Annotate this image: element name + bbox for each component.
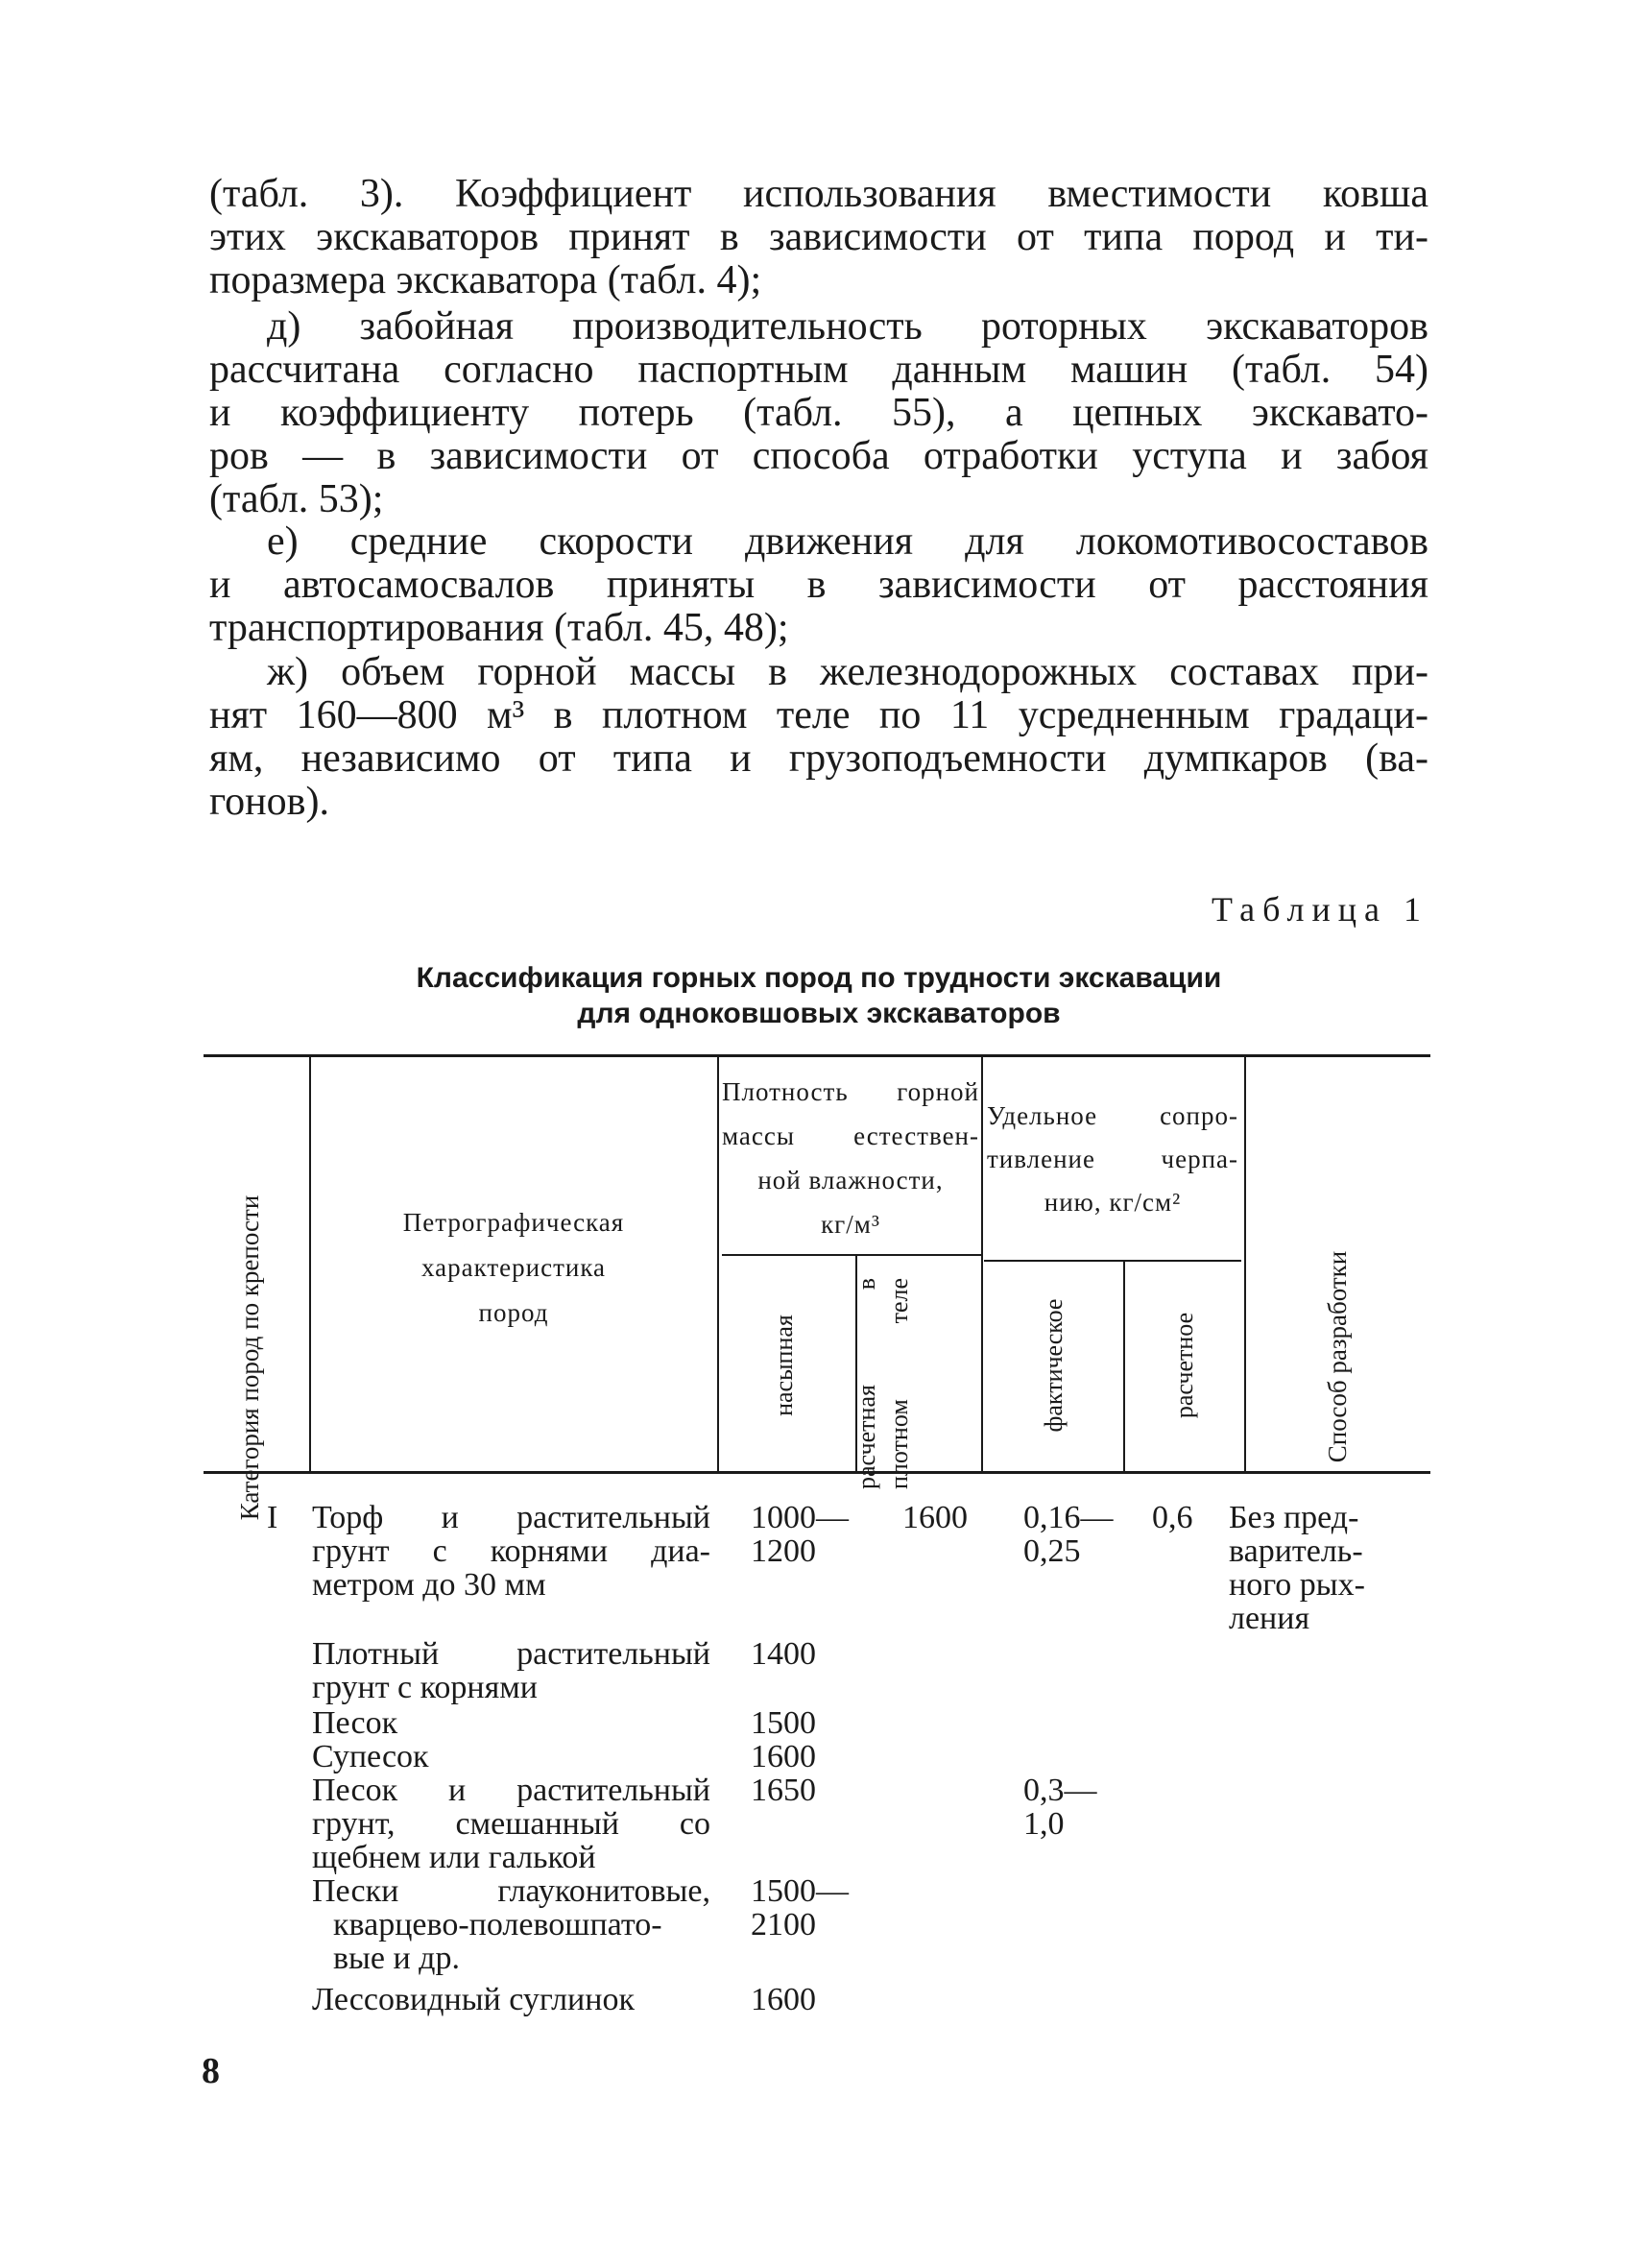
table-row-1-bulk bbox=[751, 1501, 849, 1568]
paragraph-2 bbox=[209, 305, 1428, 521]
text-line: д) забойная производительность роторных экскаваторов bbox=[267, 304, 1428, 349]
page-number: 8 bbox=[202, 2051, 220, 2091]
method-line: варитель- bbox=[1229, 1533, 1363, 1569]
header-res-actual bbox=[1040, 1260, 1068, 1471]
table-row-7-desc bbox=[312, 1983, 710, 2016]
table-row-4-bulk: 1600 bbox=[751, 1739, 816, 1774]
header-density-calc-text: расчетная в плотном теле bbox=[852, 1278, 913, 1489]
desc-line: кварцево-полевошпато- bbox=[333, 1907, 662, 1942]
text-line: ров — в зависимости от способа отработки уступа и забоя bbox=[209, 434, 1428, 478]
paragraph-4 bbox=[209, 651, 1428, 824]
header-resistance-line: нию, кг/см² bbox=[1044, 1188, 1182, 1217]
header-density-line: ной влажности, bbox=[757, 1166, 944, 1194]
table-row-6-bulk bbox=[751, 1874, 849, 1942]
density-sub-rule bbox=[722, 1254, 981, 1256]
desc-line: щебнем или галькой bbox=[312, 1840, 596, 1875]
method-line: ления bbox=[1229, 1601, 1310, 1636]
desc-line: Супесок bbox=[312, 1739, 429, 1774]
actual-line: 1,0 bbox=[1023, 1806, 1065, 1842]
table-row-4-desc bbox=[312, 1740, 710, 1773]
table-title-line-1: Классификация горных пород по трудности экскавации bbox=[416, 962, 1222, 994]
text-line: (табл. 53); bbox=[209, 477, 384, 521]
table-row-1-desc bbox=[312, 1501, 710, 1602]
header-res-actual-text: фактическое bbox=[1040, 1298, 1068, 1433]
header-density-line: кг/м³ bbox=[821, 1210, 880, 1239]
table-row-1-calc: 1600 bbox=[902, 1500, 968, 1535]
table-row-2-desc bbox=[312, 1637, 710, 1704]
col-divider-5 bbox=[1123, 1262, 1125, 1471]
desc-line: грунт с корнями диа- bbox=[312, 1533, 710, 1569]
table-row-6-desc bbox=[312, 1874, 710, 1975]
header-method-text: Способ разработки bbox=[1323, 1250, 1352, 1463]
actual-line: 0,16— bbox=[1023, 1500, 1114, 1535]
desc-line: грунт, смешанный со bbox=[312, 1806, 710, 1842]
desc-line: вые и др. bbox=[333, 1941, 460, 1976]
table-row-3-bulk: 1500 bbox=[751, 1705, 816, 1741]
bulk-line: 1200 bbox=[751, 1533, 816, 1569]
header-density-bulk-text: насыпная bbox=[770, 1315, 798, 1416]
table-row-1-actual bbox=[1023, 1501, 1114, 1568]
header-petro-line: характеристика bbox=[420, 1253, 607, 1282]
text-line: е) средние скорости движения для локомотивосоставов bbox=[267, 519, 1428, 564]
table-row-5-desc bbox=[312, 1773, 710, 1874]
method-line: Без пред- bbox=[1229, 1500, 1359, 1535]
header-res-calc-text: расчетное bbox=[1170, 1312, 1198, 1419]
text-line: транспортирования (табл. 45, 48); bbox=[209, 606, 789, 650]
table-row-2-bulk: 1400 bbox=[751, 1636, 816, 1672]
table-row-1-rcalc: 0,6 bbox=[1152, 1500, 1193, 1535]
table-row-5-bulk: 1650 bbox=[751, 1773, 816, 1808]
text-line: гонов). bbox=[209, 780, 329, 824]
text-line: рассчитана согласно паспортным данным машин (табл. 54) bbox=[209, 348, 1428, 392]
header-method bbox=[1323, 1213, 1352, 1501]
text-line: ям, независимо от типа и грузоподъемности думпкаров (ва- bbox=[209, 736, 1428, 781]
actual-line: 0,3— bbox=[1023, 1773, 1097, 1808]
header-petro-line: пород bbox=[478, 1298, 549, 1327]
table-title-line-2: для одноковшовых экскаваторов bbox=[577, 998, 1061, 1029]
text-line: и автосамосвалов приняты в зависимости от расстояния bbox=[209, 563, 1428, 607]
table-row-7-bulk: 1600 bbox=[751, 1982, 816, 2017]
desc-line: Лессовидный суглинок bbox=[312, 1982, 635, 2017]
text-line: нят 160—800 м³ в плотном теле по 11 усредненным градаци- bbox=[209, 693, 1428, 737]
table-top-rule bbox=[204, 1054, 1430, 1057]
bulk-line: 2100 bbox=[751, 1907, 816, 1942]
paragraph-3 bbox=[209, 520, 1428, 650]
category-value: I bbox=[267, 1500, 278, 1535]
desc-line: Плотный растительный bbox=[312, 1636, 710, 1672]
text-line: и коэффициенту потерь (табл. 55), а цепных экскавато- bbox=[209, 391, 1428, 435]
header-density-calc bbox=[851, 1278, 916, 1489]
header-petro bbox=[317, 1200, 710, 1336]
text-line: (табл. 3). Коэффициент использования вместимости ковша bbox=[209, 172, 1428, 216]
desc-line: грунт с корнями bbox=[312, 1670, 538, 1705]
method-line: ного рых- bbox=[1229, 1567, 1365, 1603]
header-density bbox=[722, 1070, 979, 1246]
header-resistance-line: тивление черпа- bbox=[987, 1145, 1238, 1173]
table-row-1-method bbox=[1229, 1501, 1365, 1635]
text-line: ж) объем горной массы в железнодорожных составах при- bbox=[267, 650, 1428, 694]
table-row-3-desc bbox=[312, 1706, 710, 1740]
table-label: Таблица 1 bbox=[1212, 890, 1428, 929]
desc-line: Торф и растительный bbox=[312, 1500, 710, 1535]
col-divider-6 bbox=[1244, 1056, 1246, 1471]
table-row-5-actual bbox=[1023, 1773, 1097, 1841]
header-petro-line: Петрографическая bbox=[402, 1208, 625, 1237]
header-density-line: Плотность горной bbox=[722, 1077, 979, 1106]
header-resistance bbox=[987, 1095, 1238, 1224]
table-header-bottom-rule bbox=[204, 1471, 1430, 1474]
col-divider-1 bbox=[309, 1056, 311, 1471]
resistance-sub-rule bbox=[984, 1260, 1241, 1262]
header-category bbox=[234, 1194, 265, 1521]
desc-line: Песок bbox=[312, 1705, 398, 1741]
header-density-bulk bbox=[770, 1260, 799, 1471]
actual-line: 0,25 bbox=[1023, 1533, 1081, 1569]
desc-line: метром до 30 мм bbox=[312, 1567, 546, 1603]
header-density-line: массы естествен- bbox=[722, 1122, 979, 1150]
text-line: поразмера экскаватора (табл. 4); bbox=[209, 258, 762, 302]
col-divider-2 bbox=[717, 1056, 719, 1471]
header-res-calc bbox=[1170, 1260, 1199, 1471]
paragraph-1 bbox=[209, 173, 1428, 302]
col-divider-4 bbox=[981, 1056, 983, 1471]
text-line: этих экскаваторов принят в зависимости от типа пород и ти- bbox=[209, 215, 1428, 259]
desc-line: Песок и растительный bbox=[312, 1773, 710, 1808]
header-category-text: Категория пород по крепости bbox=[235, 1194, 264, 1521]
header-resistance-line: Удельное сопро- bbox=[987, 1101, 1238, 1130]
bulk-line: 1500— bbox=[751, 1873, 849, 1909]
desc-line: Пески глауконитовые, bbox=[312, 1873, 710, 1909]
bulk-line: 1000— bbox=[751, 1500, 849, 1535]
